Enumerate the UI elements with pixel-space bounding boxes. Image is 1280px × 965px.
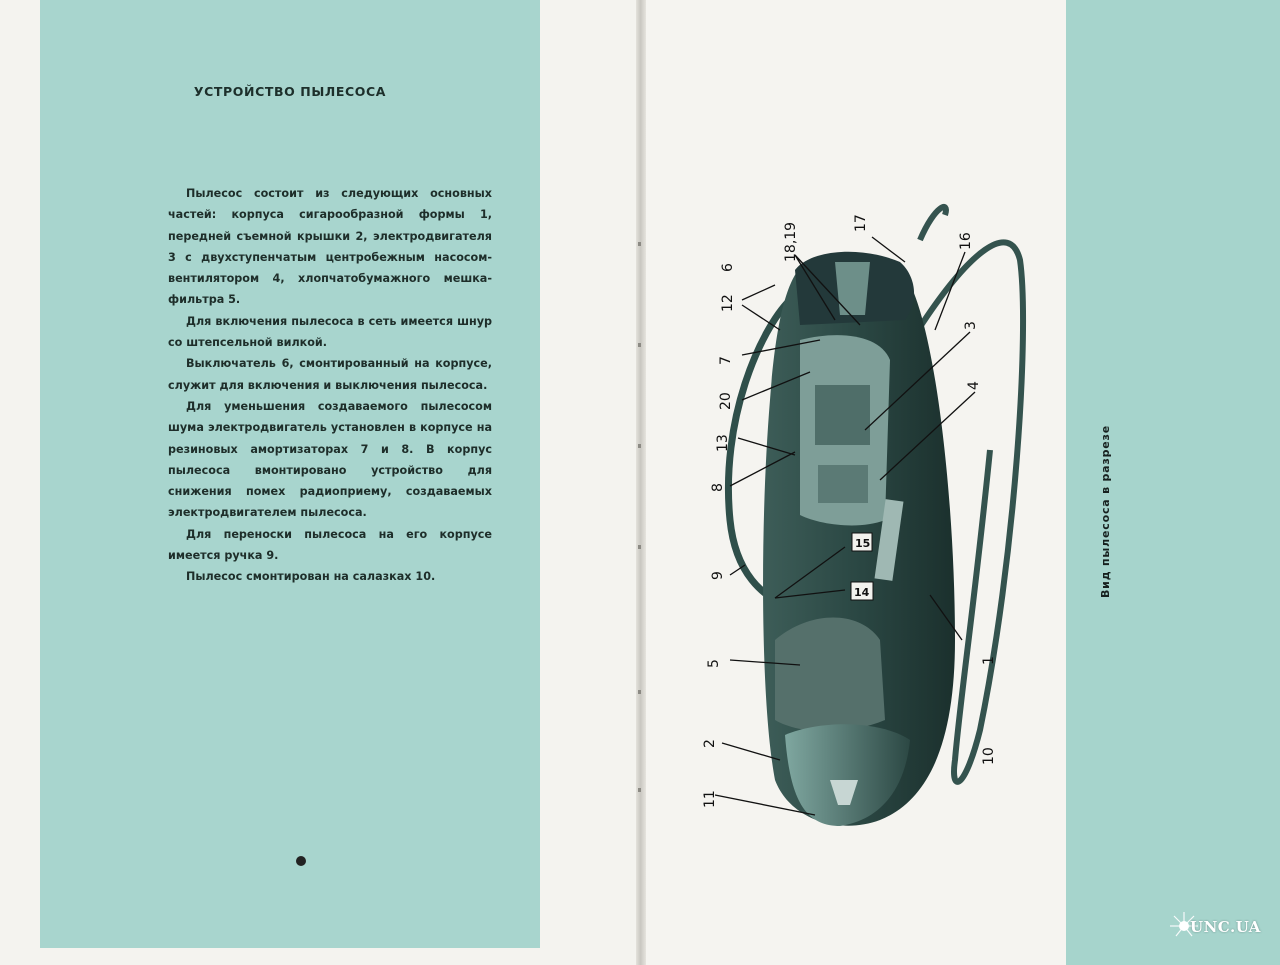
body-text [168,183,492,588]
figure-caption: Вид пылесоса в разрезе [1099,425,1112,598]
label-17: 17 [853,214,869,232]
paragraph-6: Пылесос смонтирован на салазках 10. [186,570,436,584]
paragraph-2: Для включения пылесоса в сеть имеется шнур со штепсельной вилкой. [168,314,492,350]
filter-bag [775,618,885,732]
electric-motor [815,385,870,445]
paragraph-5: Для переноски пылесоса на его корпусе имеется ручка 9. [168,527,492,563]
label-11: 11 [702,790,718,808]
label-3: 3 [963,321,979,330]
left-text-panel [40,0,540,948]
label-10: 10 [981,747,997,765]
cord [920,207,946,240]
label-1: 1 [981,656,997,665]
label-12: 12 [720,294,736,312]
label-14: 14 [854,586,870,599]
page-number-mark [296,856,306,866]
outlet-grille [835,262,870,315]
paragraph-1: Пылесос состоит из следующих основных частей: корпуса сигарообразной формы 1, передней съемной крышки 2, электродвигателя 3 с двухступенчатым центробежным насосом-вентилятором 4, хлопчатобумажного мешка-фильтра 5. [168,187,492,307]
label-7: 7 [718,356,734,365]
label-18-19: 18,19 [783,221,799,262]
label-5: 5 [706,659,722,668]
label-8: 8 [710,483,726,492]
label-4: 4 [966,381,982,390]
label-9: 9 [710,571,726,580]
label-2: 2 [702,739,718,748]
label-20: 20 [718,392,734,410]
vacuum-cutaway-illustration [660,170,1060,850]
watermark-text: UNC.UA [1190,918,1261,936]
book-spine [636,0,646,965]
paragraph-3: Выключатель 6, смонтированный на корпусе, служит для включения и выключения пылесоса. [168,357,492,392]
label-16: 16 [958,232,974,250]
page-title: УСТРОЙСТВО ПЫЛЕСОСА [193,84,387,99]
label-15: 15 [855,537,871,550]
fan-impeller [818,465,868,503]
label-13: 13 [715,434,731,452]
label-6: 6 [720,263,736,272]
paragraph-4: Для уменьшения создаваемого пылесосом шума электродвигатель установлен в корпусе на резиновых амортизаторах 7 и 8. В корпус пылесоса вмонтировано устройство для снижения помех радиоприему, создаваемых электродвигателем пылесоса. [168,399,492,520]
